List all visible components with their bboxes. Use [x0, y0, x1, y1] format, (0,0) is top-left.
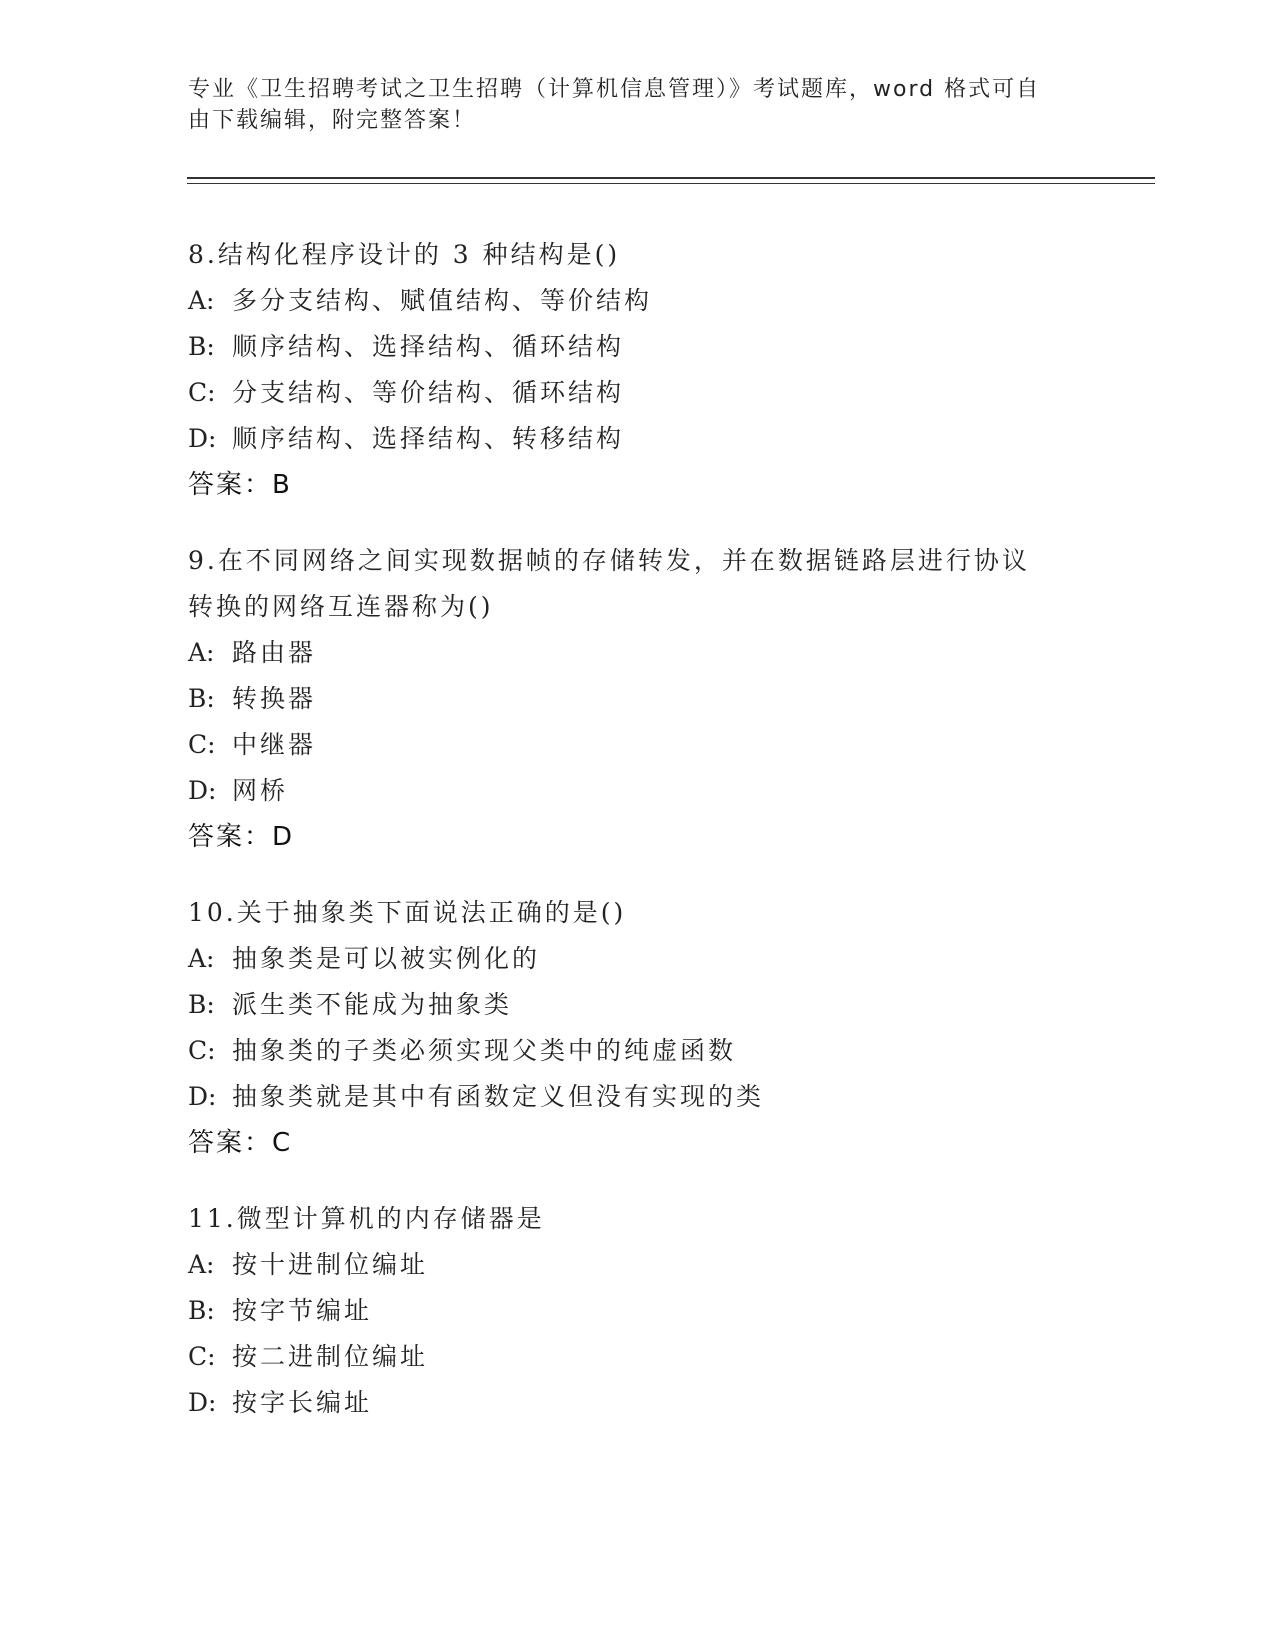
option-text: 网桥 [232, 776, 289, 805]
option-text: 按字长编址 [232, 1388, 373, 1417]
option-text: 按字节编址 [232, 1296, 373, 1325]
option-letter: C: [188, 730, 216, 759]
option-letter: C: [188, 1342, 216, 1371]
option-letter: D: [188, 776, 217, 805]
option-b [188, 1288, 1128, 1334]
question-11 [188, 1196, 1128, 1426]
question-8 [188, 232, 1128, 508]
option-letter: A: [188, 1250, 215, 1279]
answer-key: 答案：D [188, 822, 295, 852]
option-text: 多分支结构、赋值结构、等价结构 [232, 286, 653, 315]
option-d [188, 1380, 1128, 1426]
option-letter: A: [188, 286, 215, 315]
option-text: 中继器 [232, 730, 317, 759]
option-d [188, 768, 1128, 814]
option-letter: B: [188, 332, 215, 361]
option-a [188, 936, 1128, 982]
option-c [188, 1028, 1128, 1074]
option-letter: C: [188, 378, 216, 407]
option-text: 抽象类的子类必须实现父类中的纯虚函数 [232, 1036, 737, 1065]
question-stem: 8.结构化程序设计的 3 种结构是() [188, 240, 621, 269]
option-letter: A: [188, 944, 215, 973]
option-letter: D: [188, 1388, 217, 1417]
option-letter: D: [188, 1082, 217, 1111]
header-divider-thin [187, 183, 1155, 184]
option-c [188, 722, 1128, 768]
option-text: 按十进制位编址 [232, 1250, 429, 1279]
option-text: 转换器 [232, 684, 317, 713]
option-b [188, 324, 1128, 370]
question-stem-continued: 转换的网络互连器称为() [188, 592, 494, 621]
option-c [188, 1334, 1128, 1380]
header-divider-thick [187, 177, 1155, 179]
option-letter: C: [188, 1036, 216, 1065]
option-b [188, 982, 1128, 1028]
option-text: 顺序结构、选择结构、循环结构 [232, 332, 625, 361]
option-c [188, 370, 1128, 416]
option-a [188, 630, 1128, 676]
option-letter: B: [188, 684, 215, 713]
question-stem: 11.微型计算机的内存储器是 [188, 1204, 545, 1233]
question-9 [188, 538, 1128, 860]
option-letter: B: [188, 1296, 215, 1325]
header-intro-line-1: 专业《卫生招聘考试之卫生招聘（计算机信息管理）》考试题库，word 格式可自 [188, 77, 1041, 102]
answer-key: 答案：C [188, 1128, 293, 1158]
option-letter: D: [188, 424, 217, 453]
option-a [188, 278, 1128, 324]
option-letter: B: [188, 990, 215, 1019]
option-d [188, 416, 1128, 462]
question-stem: 9.在不同网络之间实现数据帧的存储转发，并在数据链路层进行协议 [188, 546, 1030, 575]
option-text: 分支结构、等价结构、循环结构 [232, 378, 625, 407]
option-a [188, 1242, 1128, 1288]
header-intro-line-2: 由下载编辑，附完整答案！ [188, 108, 477, 133]
question-stem: 10.关于抽象类下面说法正确的是() [188, 898, 627, 927]
option-b [188, 676, 1128, 722]
option-text: 抽象类是可以被实例化的 [232, 944, 541, 973]
answer-key: 答案：B [188, 470, 292, 500]
option-text: 抽象类就是其中有函数定义但没有实现的类 [232, 1082, 765, 1111]
option-text: 按二进制位编址 [232, 1342, 429, 1371]
option-text: 顺序结构、选择结构、转移结构 [232, 424, 625, 453]
question-10 [188, 890, 1128, 1166]
question-list [188, 232, 1128, 1456]
option-text: 路由器 [232, 638, 317, 667]
option-text: 派生类不能成为抽象类 [232, 990, 513, 1019]
document-header [188, 74, 1068, 136]
option-letter: A: [188, 638, 215, 667]
option-d [188, 1074, 1128, 1120]
